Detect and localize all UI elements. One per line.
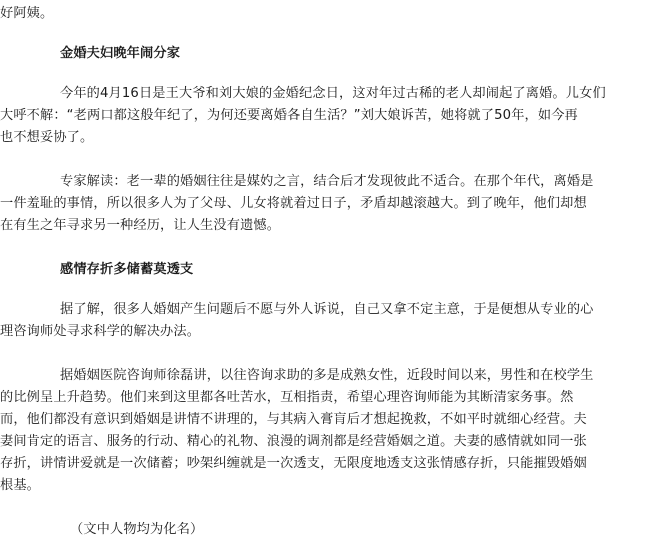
section2-para2-line6: 根基。 — [0, 478, 41, 493]
footnote-text: （文中人物均为化名） — [70, 522, 204, 537]
section2-para1-line2: 理咨询师处寻求科学的解决办法。 — [0, 324, 201, 339]
section2-para2-line4: 妻间肯定的语言、服务的行动、精心的礼物、浪漫的调剂都是经营婚姻之道。夫妻的感情就如同一张 — [0, 434, 587, 449]
section1-para1-line3: 也不想妥协了。 — [0, 130, 94, 145]
section1-para1-line2: 大呼不解：“老两口都这般年纪了，为何还要离婚各自生活？”刘大娘诉苦，她将就了50年，如今再 — [0, 108, 578, 123]
section2-para2-line2: 的比例呈上升趋势。他们来到这里都各吐苦水，互相指责，希望心理咨询师能为其断清家务事。然 — [0, 390, 574, 405]
section1-para2-line1: 专家解读：老一辈的婚姻往往是媒妁之言，结合后才发现彼此不适合。在那个年代，离婚是 — [60, 174, 594, 189]
section2-heading: 感情存折多储蓄莫透支 — [60, 262, 194, 277]
section2-para2-line3: 而，他们都没有意识到婚姻是讲情不讲理的，与其病入膏肓后才想起挽救，不如平时就细心经营。夫 — [0, 412, 587, 427]
section1-para2-line2: 一件羞耻的事情，所以很多人为了父母、儿女将就着过日子，矛盾却越滚越大。到了晚年，他们却想 — [0, 196, 587, 211]
section1-para1-line1: 今年的4月16日是王大爷和刘大娘的金婚纪念日，这对年过古稀的老人却闹起了离婚。儿女们 — [60, 86, 606, 101]
section2-para1-line1: 据了解，很多人婚姻产生问题后不愿与外人诉说，自己又拿不定主意，于是便想从专业的心 — [60, 302, 594, 317]
top-fragment-text: 好阿姨。 — [0, 6, 54, 21]
section1-heading: 金婚夫妇晚年闹分家 — [60, 46, 181, 61]
section2-para2-line1: 据婚姻医院咨询师徐磊讲，以往咨询求助的多是成熟女性，近段时间以来，男性和在校学生 — [60, 368, 594, 383]
section1-para2-line3: 在有生之年寻求另一种经历，让人生没有遗憾。 — [0, 218, 281, 233]
section2-para2-line5: 存折，讲情讲爱就是一次储蓄；吵架纠缠就是一次透支，无限度地透支这张情感存折，只能摧毁婚姻 — [0, 456, 587, 471]
